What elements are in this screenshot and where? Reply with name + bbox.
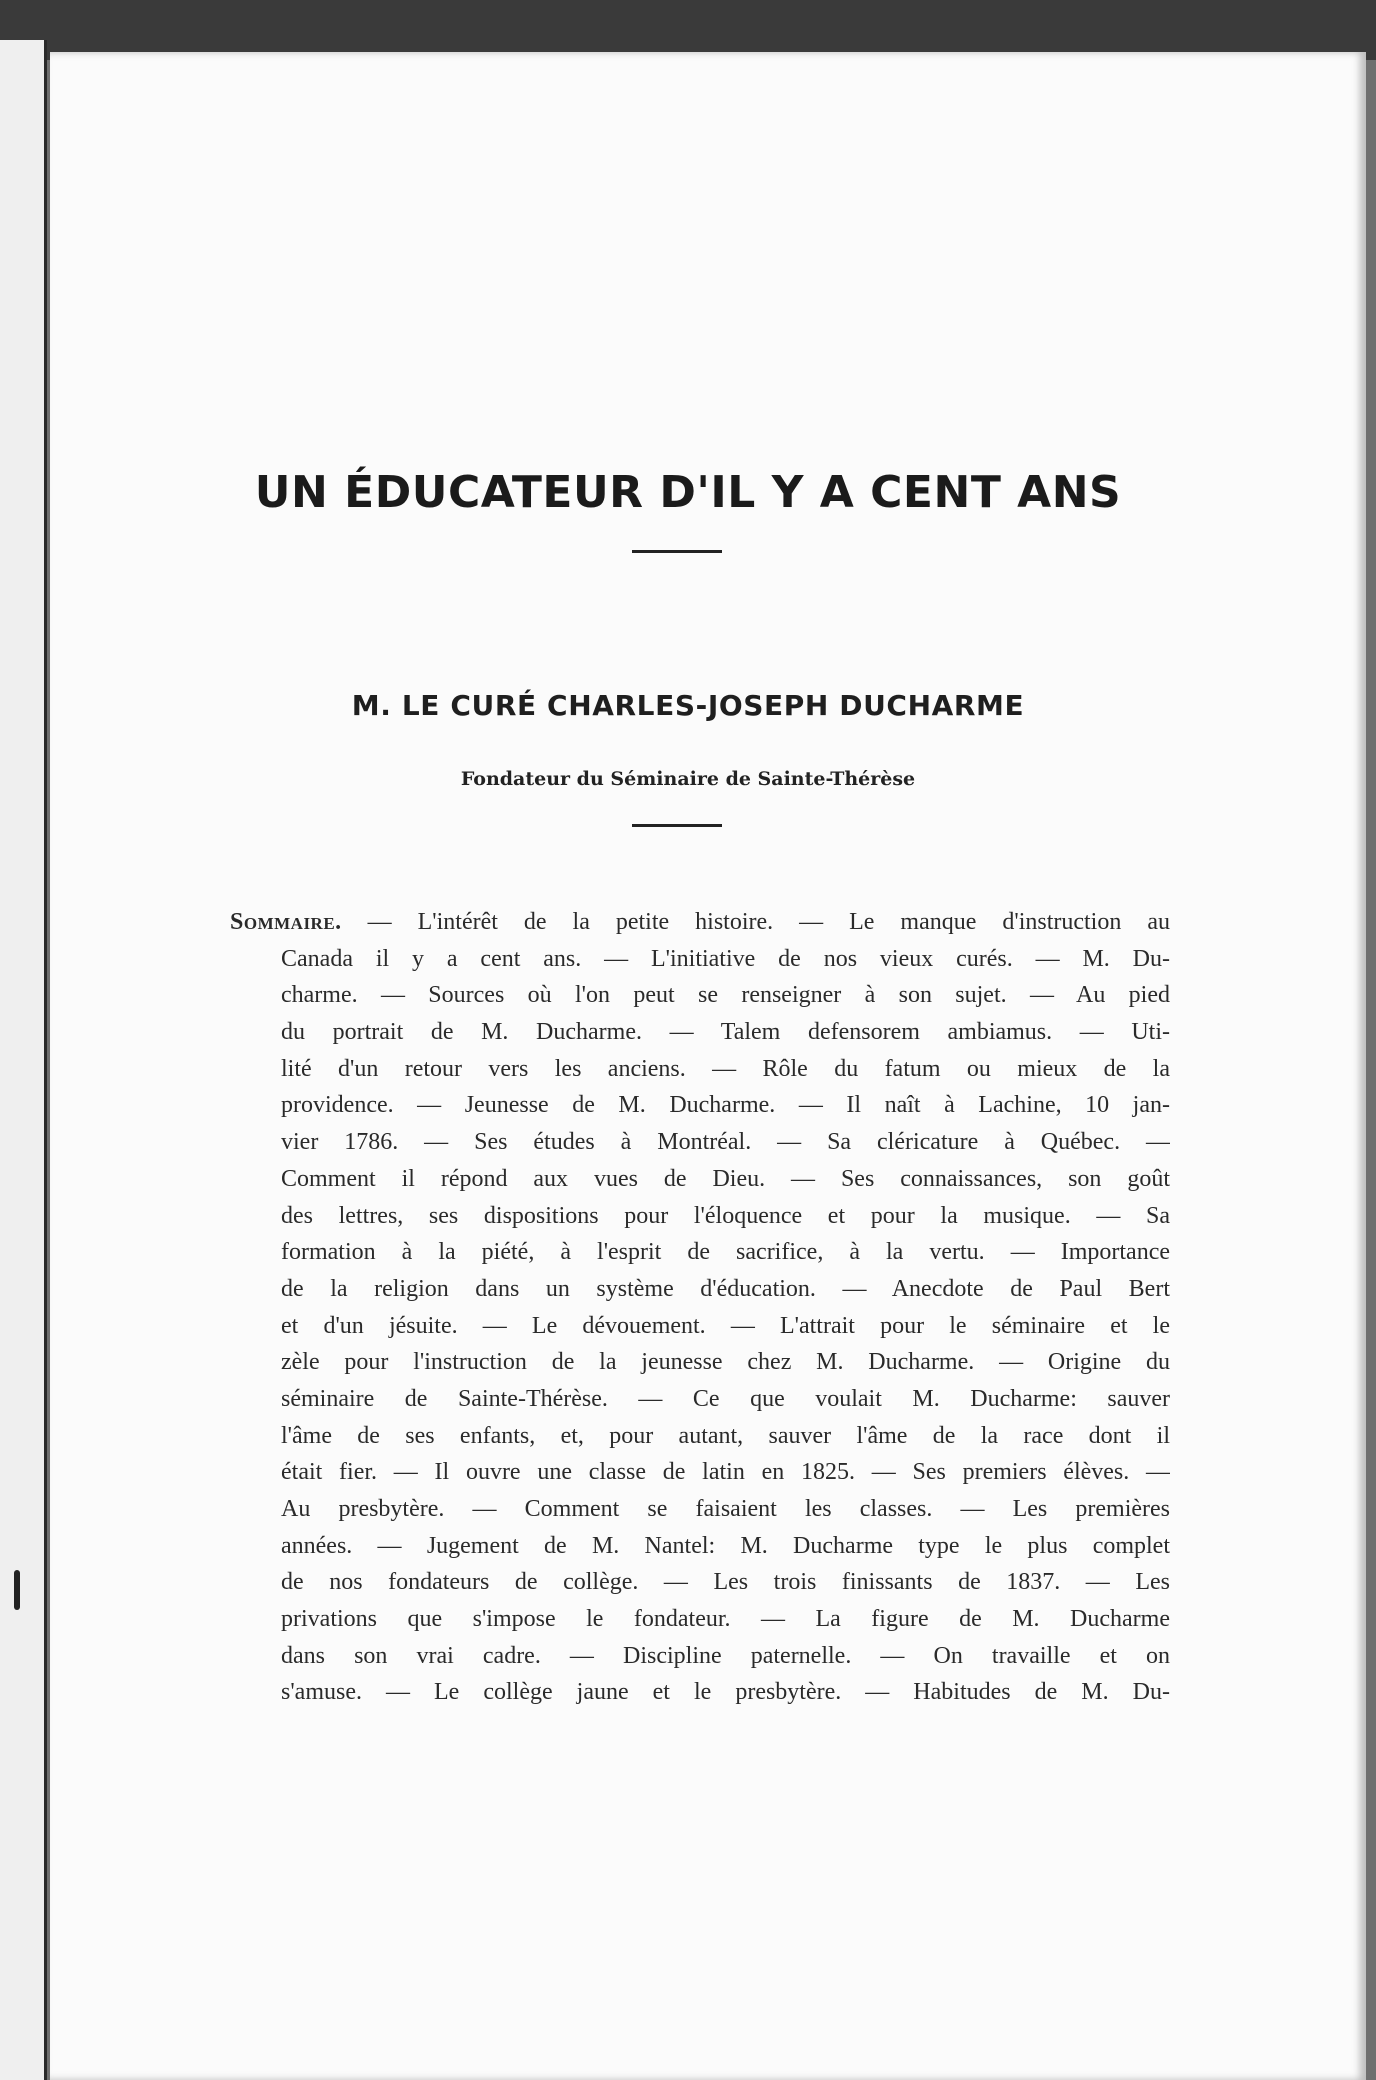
summary-label: Sommaire. [230,909,342,935]
summary-line: séminaire de Sainte-Thérèse. — Ce que voulait M. Ducharme: sauver [281,1385,1170,1412]
summary-line: Au presbytère. — Comment se faisaient les classes. — Les premières [281,1496,1170,1522]
summary-line: l'âme de ses enfants, et, pour autant, sauver l'âme de la race dont il [281,1422,1170,1449]
document-subtitle: M. LE CURÉ CHARLES-JOSEPH DUCHARME [351,689,1025,722]
summary-line: zèle pour l'instruction de la jeunesse chez M. Ducharme. — Origine du [281,1349,1170,1376]
summary-line: charme. — Sources où l'on peut se renseigner à son sujet. — Au pied [281,982,1170,1009]
summary-line: dans son vrai cadre. — Discipline paternelle. — On travaille et on [281,1642,1170,1669]
summary-line: lité d'un retour vers les anciens. — Rôle du fatum ou mieux de la [281,1055,1170,1082]
summary-line [230,904,1170,941]
summary-line: des lettres, ses dispositions pour l'éloquence et pour la musique. — Sa [281,1202,1170,1229]
document-subsubtitle: Fondateur du Séminaire de Sainte-Thérèse [460,768,916,790]
summary-line: de nos fondateurs de collège. — Les trois finissants de 1837. — Les [281,1569,1170,1596]
summary-line: de la religion dans un système d'éducation. — Anecdote de Paul Bert [281,1275,1170,1302]
summary-line: vier 1786. — Ses études à Montréal. — Sa cléricature à Québec. — [281,1129,1170,1156]
summary-paragraph [230,904,1170,1711]
summary-line: et d'un jésuite. — Le dévouement. — L'attrait pour le séminaire et le [281,1312,1170,1339]
summary-line: années. — Jugement de M. Nantel: M. Ducharme type le plus complet [281,1532,1170,1559]
title-rule [632,550,722,553]
summary-line: providence. — Jeunesse de M. Ducharme. — Il naît à Lachine, 10 jan- [281,1092,1170,1119]
summary-line: privations que s'impose le fondateur. — La figure de M. Ducharme [281,1606,1170,1633]
scanner-background [0,0,1376,60]
subtitle-rule [632,824,722,827]
summary-line: Canada il y a cent ans. — L'initiative de nos vieux curés. — M. Du- [281,945,1170,972]
summary-line: formation à la piété, à l'esprit de sacrifice, à la vertu. — Importance [281,1239,1170,1266]
summary-line: était fier. — Il ouvre une classe de latin en 1825. — Ses premiers élèves. — [281,1459,1170,1486]
page [50,52,1366,2080]
summary-first-line-text: — L'intérêt de la petite histoire. — Le manque d'instruction au [341,909,1170,935]
page-mark [14,1570,20,1610]
document-title: UN ÉDUCATEUR D'IL Y A CENT ANS [254,467,1122,518]
summary-line: s'amuse. — Le collège jaune et le presbytère. — Habitudes de M. Du- [281,1679,1170,1706]
summary-line: du portrait de M. Ducharme. — Talem defensorem ambiamus. — Uti- [281,1019,1170,1046]
summary-line: Comment il répond aux vues de Dieu. — Ses connaissances, son goût [281,1165,1170,1192]
previous-page-edge [0,40,47,2080]
